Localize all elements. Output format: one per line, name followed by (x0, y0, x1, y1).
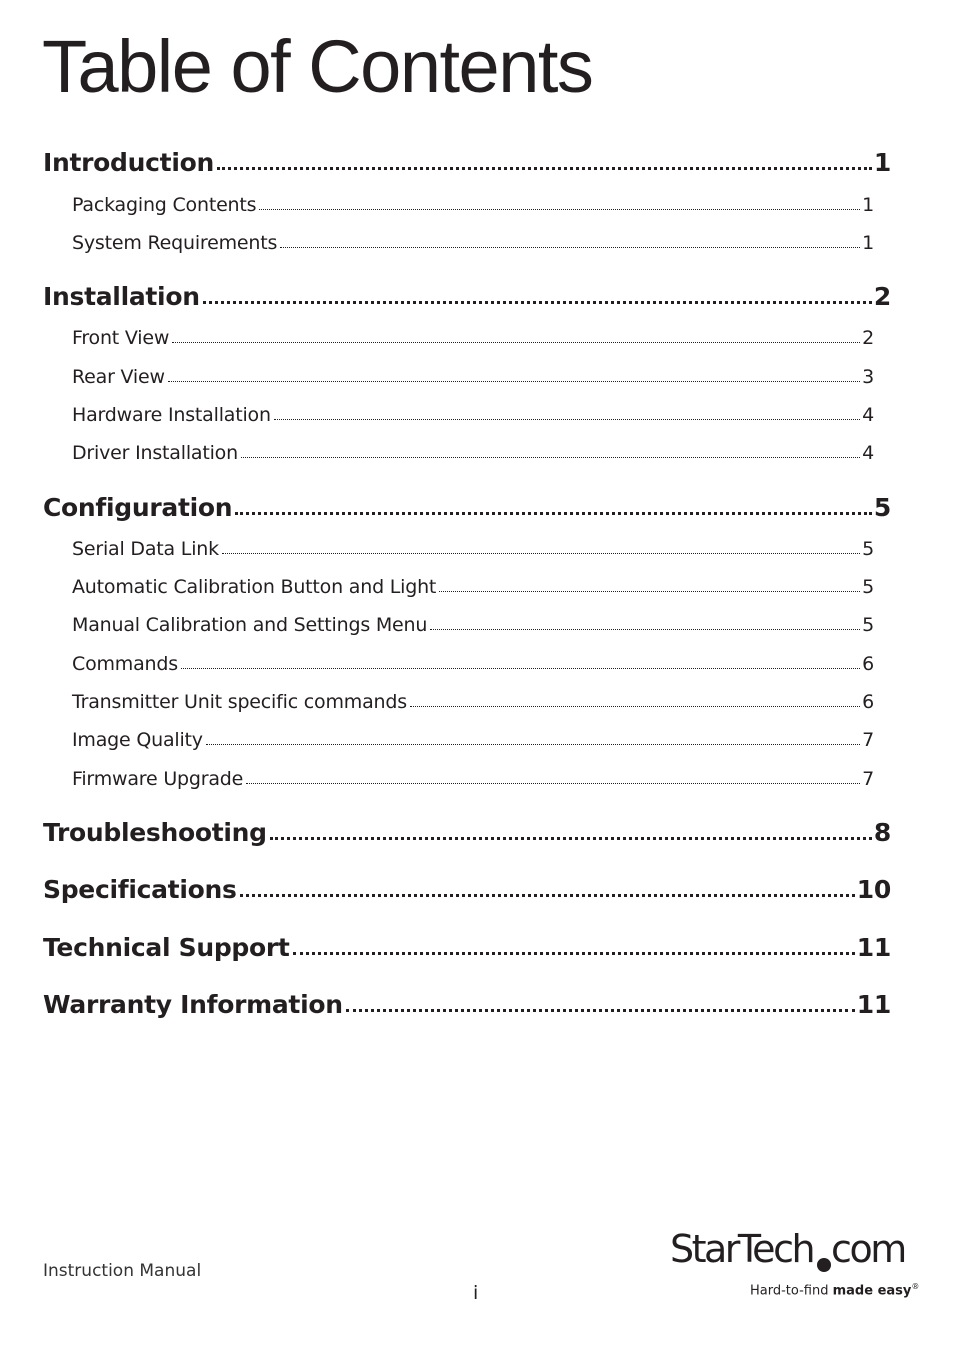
logo-tagline (750, 1282, 919, 1298)
toc-entry[interactable] (72, 404, 874, 426)
logo-wordmark-right: com (831, 1227, 905, 1271)
toc-entry[interactable] (43, 818, 891, 847)
tagline-regular: Hard-to-find (750, 1283, 833, 1299)
toc-entry[interactable] (72, 729, 874, 751)
toc-entry-page-number: 5 (862, 576, 874, 598)
toc-dot-leader (270, 837, 872, 840)
toc-entry-page-number: 1 (862, 194, 874, 216)
toc-dot-leader (274, 419, 860, 420)
toc-entry-label: Manual Calibration and Settings Menu (72, 614, 428, 636)
logo-wordmark (670, 1227, 905, 1271)
toc-dot-leader (222, 553, 860, 554)
toc-entry-page-number: 4 (862, 404, 874, 426)
toc-entry-label: Warranty Information (43, 990, 343, 1019)
toc-entry[interactable] (43, 990, 891, 1019)
toc-dot-leader (430, 629, 860, 630)
toc-entry-page-number: 10 (856, 875, 891, 904)
toc-entry[interactable] (72, 576, 874, 598)
toc-entry-page-number: 5 (862, 538, 874, 560)
toc-entry[interactable] (43, 493, 891, 522)
toc-entry[interactable] (72, 768, 874, 790)
toc-entry[interactable] (72, 194, 874, 216)
toc-entry-label: Firmware Upgrade (72, 768, 244, 790)
toc-entry-page-number: 7 (862, 768, 874, 790)
toc-entry[interactable] (43, 933, 891, 962)
toc-entry[interactable] (43, 875, 891, 904)
toc-entry-page-number: 8 (873, 818, 891, 847)
toc-dot-leader (217, 167, 872, 170)
toc-dot-leader (172, 342, 860, 343)
trademark-mark: ® (911, 1282, 920, 1291)
toc-dot-leader (280, 247, 860, 248)
toc-entry-label: Transmitter Unit specific commands (72, 691, 407, 713)
toc-entry[interactable] (72, 327, 874, 349)
toc-dot-leader (203, 301, 872, 304)
toc-dot-leader (241, 457, 860, 458)
toc-entry-page-number: 2 (862, 327, 874, 349)
toc-entry[interactable] (72, 614, 874, 636)
page-title: Table of Contents (42, 25, 593, 108)
toc-entry-label: Packaging Contents (72, 194, 257, 216)
toc-entry[interactable] (43, 282, 891, 311)
toc-dot-leader (206, 744, 860, 745)
toc-dot-leader (181, 668, 860, 669)
footer-page-number: i (473, 1282, 479, 1304)
toc-entry-label: Introduction (43, 148, 214, 177)
toc-entry-page-number: 11 (856, 933, 891, 962)
toc-dot-leader (240, 894, 855, 897)
toc-entry-page-number: 1 (873, 148, 891, 177)
toc-entry-label: Hardware Installation (72, 404, 271, 426)
toc-entry-label: Automatic Calibration Button and Light (72, 576, 437, 598)
toc-entry-page-number: 2 (873, 282, 891, 311)
toc-entry-label: Front View (72, 327, 170, 349)
toc-dot-leader (259, 209, 860, 210)
tagline-bold: made easy (832, 1283, 912, 1299)
toc-entry[interactable] (72, 442, 874, 464)
toc-entry-label: Configuration (43, 493, 233, 522)
toc-entry-page-number: 5 (873, 493, 891, 522)
table-of-contents (43, 0, 891, 1040)
toc-entry[interactable] (72, 366, 874, 388)
toc-entry-label: Serial Data Link (72, 538, 219, 560)
logo-dot-icon (817, 1258, 831, 1272)
toc-entry-label: Technical Support (43, 933, 290, 962)
toc-entry-label: Installation (43, 282, 200, 311)
toc-entry-label: Commands (72, 653, 178, 675)
toc-entry[interactable] (72, 232, 874, 254)
toc-entry[interactable] (72, 538, 874, 560)
toc-dot-leader (235, 512, 872, 515)
toc-entry-label: Troubleshooting (43, 818, 267, 847)
toc-dot-leader (410, 706, 860, 707)
toc-entry[interactable] (72, 653, 874, 675)
toc-entry-page-number: 4 (862, 442, 874, 464)
toc-entry-page-number: 1 (862, 232, 874, 254)
toc-dot-leader (246, 783, 860, 784)
toc-dot-leader (346, 1009, 855, 1012)
toc-entry-label: Image Quality (72, 729, 203, 751)
toc-entry-page-number: 11 (856, 990, 891, 1019)
toc-dot-leader (168, 381, 860, 382)
toc-entry-page-number: 7 (862, 729, 874, 751)
toc-entry-label: System Requirements (72, 232, 278, 254)
toc-entry[interactable] (43, 148, 891, 177)
toc-entry-page-number: 6 (862, 653, 874, 675)
toc-entry-page-number: 6 (862, 691, 874, 713)
toc-entry[interactable] (72, 691, 874, 713)
toc-entry-label: Rear View (72, 366, 165, 388)
toc-dot-leader (439, 591, 860, 592)
toc-entry-page-number: 3 (862, 366, 874, 388)
footer-document-type: Instruction Manual (43, 1261, 202, 1281)
toc-entry-label: Specifications (43, 875, 237, 904)
toc-dot-leader (293, 952, 855, 955)
toc-entry-page-number: 5 (862, 614, 874, 636)
toc-entry-label: Driver Installation (72, 442, 238, 464)
startech-logo (670, 1227, 920, 1305)
logo-wordmark-left: StarTech (670, 1227, 814, 1271)
